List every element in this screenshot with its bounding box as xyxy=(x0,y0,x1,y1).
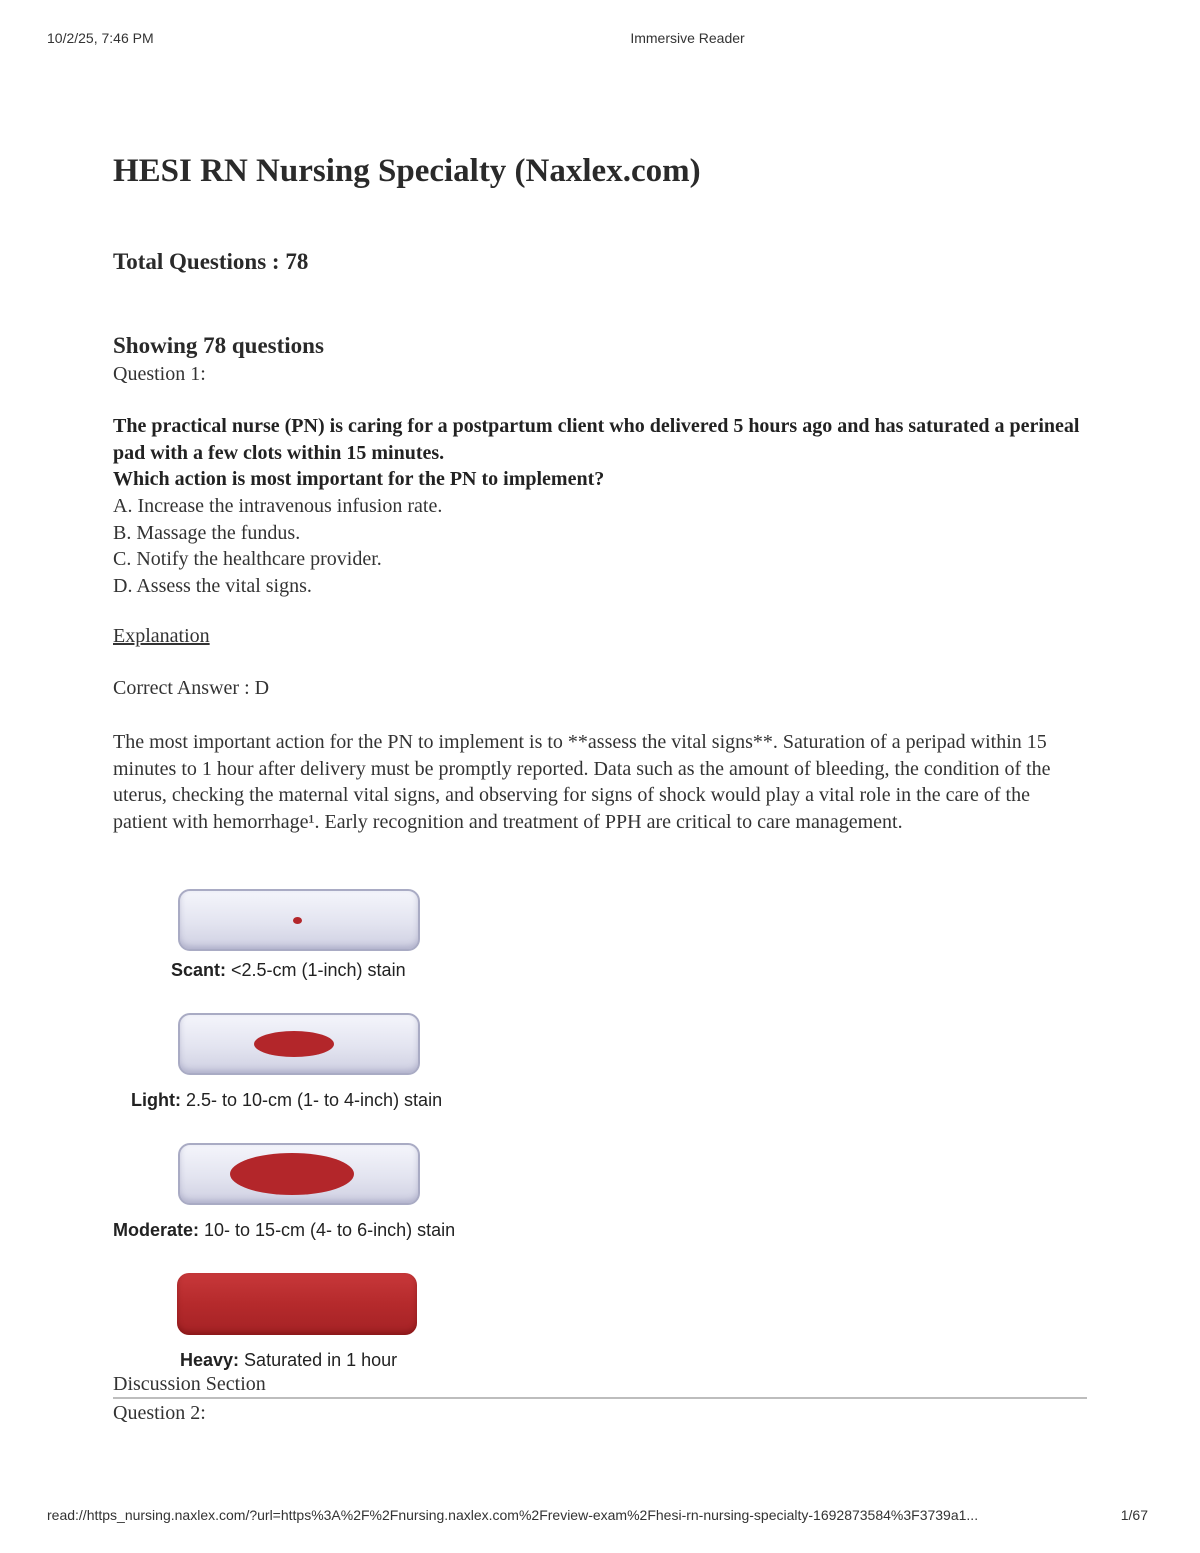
section-divider xyxy=(113,1397,1087,1399)
option-a: A. Increase the intravenous infusion rate. xyxy=(113,495,443,517)
pad-light-caption xyxy=(131,1090,442,1111)
pad-heavy-desc: Saturated in 1 hour xyxy=(239,1350,398,1370)
pad-scant-level: Scant: xyxy=(171,960,227,980)
pad-heavy-image xyxy=(177,1273,417,1335)
pad-moderate-level: Moderate: xyxy=(113,1220,200,1240)
stain-scant xyxy=(293,917,302,924)
pad-heavy-caption xyxy=(180,1350,397,1371)
question-1-label: Question 1: xyxy=(113,363,206,385)
option-c: C. Notify the healthcare provider. xyxy=(113,548,382,570)
pad-heavy-level: Heavy: xyxy=(180,1350,240,1370)
option-d: D. Assess the vital signs. xyxy=(113,574,312,597)
explanation-link[interactable]: Explanation xyxy=(113,625,210,647)
discussion-section: Discussion Section xyxy=(113,1373,266,1395)
print-date: 10/2/25, 7:46 PM xyxy=(47,30,154,46)
showing-count: Showing 78 questions xyxy=(113,333,324,358)
correct-answer: Correct Answer : D xyxy=(113,677,270,699)
print-title: Immersive Reader xyxy=(630,30,745,46)
question-1-stem xyxy=(113,413,1088,493)
pad-scant-desc: <2.5-cm (1-inch) stain xyxy=(226,960,406,980)
question-1-stem-line1: The practical nurse (PN) is caring for a postpartum client who delivered 5 hours ago and has saturated a perineal pad with a few clots within 15 minutes. xyxy=(113,415,1080,464)
pad-scant-image xyxy=(178,889,420,951)
stain-moderate xyxy=(230,1153,354,1195)
option-b: B. Massage the fundus. xyxy=(113,521,301,544)
pad-moderate-caption xyxy=(113,1220,455,1241)
pad-light-image xyxy=(178,1013,420,1075)
print-url: read://https_nursing.naxlex.com/?url=https%3A%2F%2Fnursing.naxlex.com%2Freview-exam%2Fhesi-rn-nursing-specialty-1692873584%3F3739a1... xyxy=(47,1507,979,1523)
page-number: 1/67 xyxy=(1120,1507,1148,1523)
pad-scant-caption xyxy=(171,960,406,981)
pad-light-level: Light: xyxy=(131,1090,181,1110)
explanation-text: The most important action for the PN to implement is to **assess the vital signs**. Saturation of a peripad within 15 minutes to 1 hour after delivery must be promptly reported. Data such as the amount of bleeding, the condition of the uterus, checking the maternal vital signs, and observing for signs of shock would play a vital role in the care of the patient with hemorrhage¹. Early recognition and treatment of PPH are critical to care management. xyxy=(113,731,1051,833)
page-title: HESI RN Nursing Specialty (Naxlex.com) xyxy=(113,153,701,189)
question-1-stem-line2: Which action is most important for the PN to implement? xyxy=(113,468,605,490)
pad-light-desc: 2.5- to 10-cm (1- to 4-inch) stain xyxy=(180,1090,443,1110)
question-2-label: Question 2: xyxy=(113,1402,206,1424)
pad-moderate-image xyxy=(178,1143,420,1205)
print-header xyxy=(0,30,1200,50)
stain-light xyxy=(254,1031,334,1057)
answer-options xyxy=(113,493,442,599)
total-questions: Total Questions : 78 xyxy=(113,249,309,274)
pad-moderate-desc: 10- to 15-cm (4- to 6-inch) stain xyxy=(199,1220,456,1240)
